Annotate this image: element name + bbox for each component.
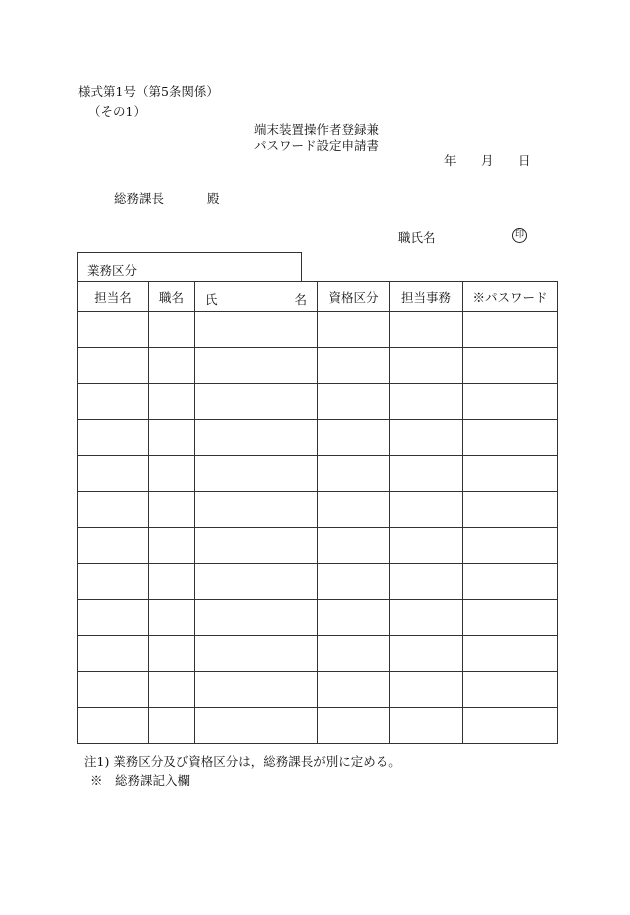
col-header-surname: 氏 [205,292,218,307]
cell-duty[interactable] [390,600,463,636]
cell-password[interactable] [463,420,558,456]
cell-duty[interactable] [390,312,463,348]
cell-person[interactable] [78,600,149,636]
cell-password[interactable] [463,384,558,420]
cell-person[interactable] [78,312,149,348]
addressee: 総務課長 [114,191,165,206]
cell-duty[interactable] [390,420,463,456]
cell-name[interactable] [195,456,318,492]
cell-password[interactable] [463,528,558,564]
table-row [78,528,558,564]
cell-qualification[interactable] [318,312,390,348]
table-row [78,636,558,672]
cell-qualification[interactable] [318,420,390,456]
cell-duty[interactable] [390,456,463,492]
cell-position[interactable] [149,456,195,492]
cell-position[interactable] [149,636,195,672]
cell-name[interactable] [195,672,318,708]
table-row [78,564,558,600]
cell-qualification[interactable] [318,564,390,600]
cell-qualification[interactable] [318,348,390,384]
cell-position[interactable] [149,312,195,348]
cell-position[interactable] [149,564,195,600]
cell-duty[interactable] [390,348,463,384]
cell-name[interactable] [195,636,318,672]
cell-person[interactable] [78,384,149,420]
cell-duty[interactable] [390,708,463,744]
cell-person[interactable] [78,348,149,384]
applicant-name-label: 職氏名 [398,230,436,245]
table-body [78,312,558,744]
cell-qualification[interactable] [318,600,390,636]
col-header-name [195,282,318,312]
title-line1: 端末装置操作者登録兼 [254,122,380,137]
cell-qualification[interactable] [318,456,390,492]
cell-password[interactable] [463,708,558,744]
col-header-position: 職名 [149,282,195,312]
cell-position[interactable] [149,348,195,384]
cell-duty[interactable] [390,384,463,420]
cell-qualification[interactable] [318,492,390,528]
cell-name[interactable] [195,528,318,564]
table-row [78,348,558,384]
cell-qualification[interactable] [318,708,390,744]
cell-name[interactable] [195,348,318,384]
date-line [444,155,531,168]
title-line2: パスワード設定申請書 [254,138,380,153]
cell-password[interactable] [463,348,558,384]
cell-qualification[interactable] [318,384,390,420]
cell-person[interactable] [78,492,149,528]
table-row [78,672,558,708]
col-header-qualification: 資格区分 [318,282,390,312]
cell-person[interactable] [78,672,149,708]
cell-person[interactable] [78,708,149,744]
cell-name[interactable] [195,384,318,420]
cell-name[interactable] [195,492,318,528]
note-1: 注1) 業務区分及び資格区分は，総務課長が別に定める。 [84,754,401,769]
col-header-given-name: 名 [294,292,307,307]
table-row [78,456,558,492]
cell-position[interactable] [149,672,195,708]
table-row [78,600,558,636]
note-2: ※ 総務課記入欄 [90,773,191,788]
cell-password[interactable] [463,636,558,672]
table-row [78,312,558,348]
date-month-label: 月 [481,153,494,168]
business-category-box [77,252,302,281]
cell-person[interactable] [78,456,149,492]
honorific: 殿 [207,191,220,206]
col-header-duty: 担当事務 [390,282,463,312]
table-row [78,420,558,456]
cell-duty[interactable] [390,636,463,672]
cell-qualification[interactable] [318,528,390,564]
cell-password[interactable] [463,672,558,708]
cell-duty[interactable] [390,492,463,528]
cell-person[interactable] [78,636,149,672]
cell-position[interactable] [149,528,195,564]
cell-position[interactable] [149,708,195,744]
col-header-person: 担当名 [78,282,149,312]
cell-position[interactable] [149,600,195,636]
seal-mark: 印 [512,228,527,243]
cell-password[interactable] [463,564,558,600]
cell-name[interactable] [195,708,318,744]
operator-table [77,281,558,744]
cell-duty[interactable] [390,528,463,564]
cell-qualification[interactable] [318,636,390,672]
cell-password[interactable] [463,492,558,528]
cell-name[interactable] [195,312,318,348]
cell-password[interactable] [463,456,558,492]
cell-position[interactable] [149,420,195,456]
cell-name[interactable] [195,600,318,636]
cell-person[interactable] [78,528,149,564]
cell-password[interactable] [463,312,558,348]
cell-name[interactable] [195,420,318,456]
cell-name[interactable] [195,564,318,600]
cell-password[interactable] [463,600,558,636]
table-row [78,708,558,744]
form-number: 様式第1号（第5条関係） [78,84,219,99]
cell-position[interactable] [149,492,195,528]
col-header-password: ※パスワード [463,282,558,312]
table-row [78,384,558,420]
cell-position[interactable] [149,384,195,420]
table-row [78,492,558,528]
business-category-label: 業務区分 [87,263,138,278]
cell-duty[interactable] [390,672,463,708]
cell-person[interactable] [78,564,149,600]
date-day-label: 日 [518,153,531,168]
cell-person[interactable] [78,420,149,456]
sub-number: （その1） [88,104,146,119]
cell-qualification[interactable] [318,672,390,708]
date-year-label: 年 [444,153,457,168]
table-header-row [78,282,558,312]
cell-duty[interactable] [390,564,463,600]
